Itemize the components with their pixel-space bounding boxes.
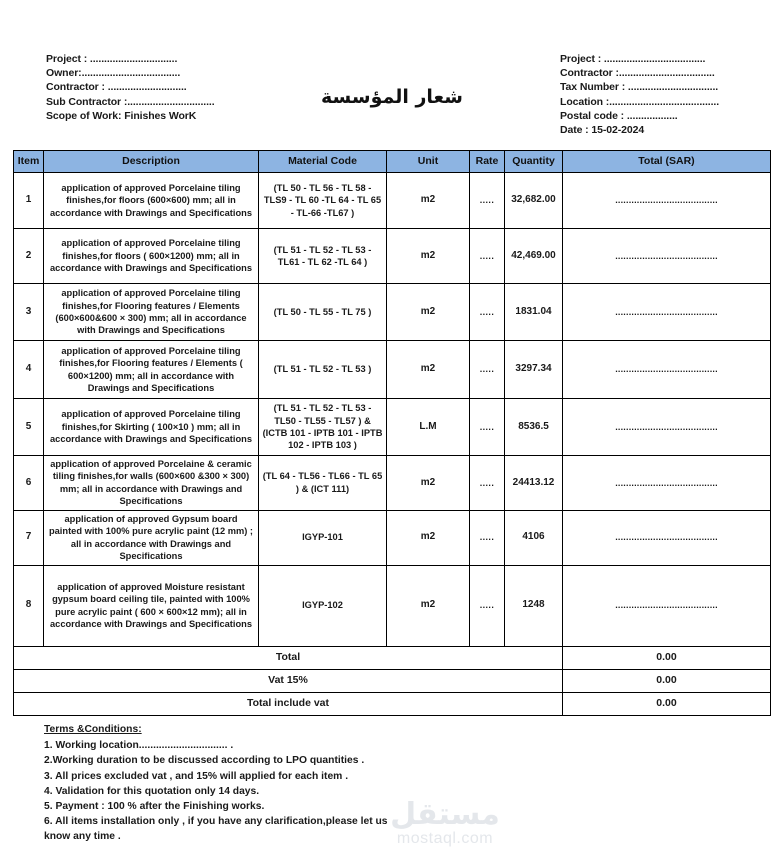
header-field-owner: Owner:................................... — [46, 67, 181, 80]
cell-item: 3 — [14, 284, 44, 341]
cell-rate[interactable]: ..... — [470, 173, 505, 229]
cell-quantity: 24413.12 — [505, 456, 563, 511]
cell-rate[interactable]: ..... — [470, 229, 505, 284]
column-header-item: Item — [14, 151, 44, 173]
table-row — [14, 565, 771, 646]
header-field-sub-contractor: Sub Contractor :............................... — [46, 95, 215, 108]
cell-total[interactable]: ...................................... — [563, 284, 771, 341]
header-field-tax-number: Tax Number : ................................ — [560, 81, 719, 94]
cell-total[interactable]: ...................................... — [563, 565, 771, 646]
cell-total[interactable]: ...................................... — [563, 173, 771, 229]
organization-logo-title: شعار المؤسسة — [321, 86, 463, 108]
watermark-latin-text: mostaql.com — [396, 830, 494, 847]
summary-value-vat: 0.00 — [563, 669, 771, 692]
cell-description: application of approved Gypsum board painted with 100% pure acrylic paint (12 mm) ; all in accordance with Drawings and Specifications — [44, 510, 259, 565]
header-field-date: Date : 15-02-2024 — [560, 124, 645, 137]
cell-description: application of approved Porcelaine tiling finishes,for Flooring features / Elements (600×600&600 × 300) mm; all in accordance with Drawings and Specifications — [44, 284, 259, 341]
cell-description: application of approved Porcelaine & ceramic tiling finishes,for walls (600×600 &300 × 300) mm; all in accordance with Drawings and Specifications — [44, 456, 259, 511]
table-row — [14, 284, 771, 341]
cell-rate[interactable]: ..... — [470, 341, 505, 399]
terms-line: 1. Working location............................... . — [44, 740, 234, 752]
terms-line: 5. Payment : 100 % after the Finishing works. — [44, 801, 265, 813]
summary-value-total-include-vat: 0.00 — [563, 692, 771, 715]
cell-material-code: (TL 51 - TL 52 - TL 53 - TL61 - TL 62 -TL 64 ) — [259, 229, 387, 284]
table-row — [14, 173, 771, 229]
summary-label-total: Total — [14, 646, 563, 669]
summary-row-total — [14, 646, 771, 669]
header-field-contractor-right: Contractor :.................................. — [560, 67, 715, 80]
cell-item: 7 — [14, 510, 44, 565]
column-header-rate: Rate — [470, 151, 505, 173]
cell-item: 1 — [14, 173, 44, 229]
terms-line: know any time . — [44, 831, 121, 843]
terms-line: 6. All items installation only , if you have any clarification,please let us — [44, 816, 388, 828]
cell-item: 4 — [14, 341, 44, 399]
cell-total[interactable]: ...................................... — [563, 341, 771, 399]
cell-rate[interactable]: ..... — [470, 510, 505, 565]
cell-item: 6 — [14, 456, 44, 511]
cell-material-code: IGYP-101 — [259, 510, 387, 565]
header-field-location: Location :....................................... — [560, 95, 720, 108]
cell-unit: m2 — [387, 229, 470, 284]
cell-quantity: 4106 — [505, 510, 563, 565]
table-header-row — [14, 151, 771, 173]
boq-table — [13, 150, 771, 716]
cell-unit: L.M — [387, 399, 470, 456]
cell-material-code: (TL 50 - TL 56 - TL 58 - TLS9 - TL 60 -TL 64 - TL 65 - TL-66 -TL67 ) — [259, 173, 387, 229]
cell-unit: m2 — [387, 341, 470, 399]
header-field-project-right: Project : .................................... — [560, 53, 706, 65]
column-header-total: Total (SAR) — [563, 151, 771, 173]
terms-and-conditions — [44, 722, 644, 845]
cell-description: application of approved Porcelaine tiling finishes,for Skirting ( 100×10 ) mm; all in accordance with Drawings and Specifications — [44, 399, 259, 456]
cell-unit: m2 — [387, 510, 470, 565]
terms-line: 3. All prices excluded vat , and 15% will applied for each item . — [44, 770, 349, 782]
cell-item: 5 — [14, 399, 44, 456]
cell-total[interactable]: ...................................... — [563, 456, 771, 511]
summary-label-vat: Vat 15% — [14, 669, 563, 692]
column-header-quantity: Quantity — [505, 151, 563, 173]
table-row — [14, 341, 771, 399]
header-field-project-left: Project : ............................... — [46, 53, 178, 65]
cell-quantity: 3297.34 — [505, 341, 563, 399]
summary-value-total: 0.00 — [563, 646, 771, 669]
terms-line: 4. Validation for this quotation only 14 days. — [44, 785, 260, 797]
header-field-postal-code: Postal code : .................. — [560, 109, 678, 122]
watermark-arabic-text: مستقل — [390, 797, 500, 832]
summary-label-total-include-vat: Total include vat — [14, 692, 563, 715]
cell-total[interactable]: ...................................... — [563, 510, 771, 565]
cell-total[interactable]: ...................................... — [563, 399, 771, 456]
column-header-material-code: Material Code — [259, 151, 387, 173]
cell-rate[interactable]: ..... — [470, 565, 505, 646]
header-field-scope-of-work: Scope of Work: Finishes WorK — [46, 109, 197, 122]
cell-item: 8 — [14, 565, 44, 646]
table-row — [14, 399, 771, 456]
cell-description: application of approved Moisture resistant gypsum board ceiling tile, painted with 100% pure acrylic paint ( 600 × 600×12 mm); all in accordance with Drawings and Specifications — [44, 565, 259, 646]
terms-line: 2.Working duration to be discussed according to LPO quantities . — [44, 755, 365, 767]
cell-material-code: (TL 51 - TL 52 - TL 53 - TL50 - TL55 - TL57 ) & (ICTB 101 - IPTB 101 - IPTB 102 - IPTB 103 ) — [259, 399, 387, 456]
column-header-unit: Unit — [387, 151, 470, 173]
cell-rate[interactable]: ..... — [470, 284, 505, 341]
table-row — [14, 510, 771, 565]
cell-quantity: 1831.04 — [505, 284, 563, 341]
cell-unit: m2 — [387, 565, 470, 646]
cell-material-code: IGYP-102 — [259, 565, 387, 646]
summary-row-vat — [14, 669, 771, 692]
table-row — [14, 456, 771, 511]
cell-material-code: (TL 50 - TL 55 - TL 75 ) — [259, 284, 387, 341]
cell-unit: m2 — [387, 284, 470, 341]
cell-rate[interactable]: ..... — [470, 399, 505, 456]
column-header-description: Description — [44, 151, 259, 173]
cell-description: application of approved Porcelaine tiling finishes,for floors (600×600) mm; all in accordance with Drawings and Specifications — [44, 173, 259, 229]
cell-description: application of approved Porcelaine tiling finishes,for floors ( 600×1200) mm; all in accordance with Drawings and Specifications — [44, 229, 259, 284]
cell-total[interactable]: ...................................... — [563, 229, 771, 284]
document-header — [0, 0, 784, 137]
boq-table-container — [13, 150, 770, 716]
cell-unit: m2 — [387, 173, 470, 229]
cell-material-code: (TL 64 - TL56 - TL66 - TL 65 ) & (ICT 111) — [259, 456, 387, 511]
header-field-contractor-left: Contractor : ............................ — [46, 81, 187, 94]
cell-description: application of approved Porcelaine tiling finishes,for Flooring features / Elements ( 600×1200) mm; all in accordance with Drawings and Specifications — [44, 341, 259, 399]
cell-material-code: (TL 51 - TL 52 - TL 53 ) — [259, 341, 387, 399]
table-body — [14, 173, 771, 716]
summary-row-total-include-vat — [14, 692, 771, 715]
cell-unit: m2 — [387, 456, 470, 511]
cell-quantity: 1248 — [505, 565, 563, 646]
cell-item: 2 — [14, 229, 44, 284]
cell-quantity: 8536.5 — [505, 399, 563, 456]
cell-quantity: 32,682.00 — [505, 173, 563, 229]
table-row — [14, 229, 771, 284]
terms-title: Terms &Conditions: — [44, 724, 142, 735]
cell-rate[interactable]: ..... — [470, 456, 505, 511]
cell-quantity: 42,469.00 — [505, 229, 563, 284]
